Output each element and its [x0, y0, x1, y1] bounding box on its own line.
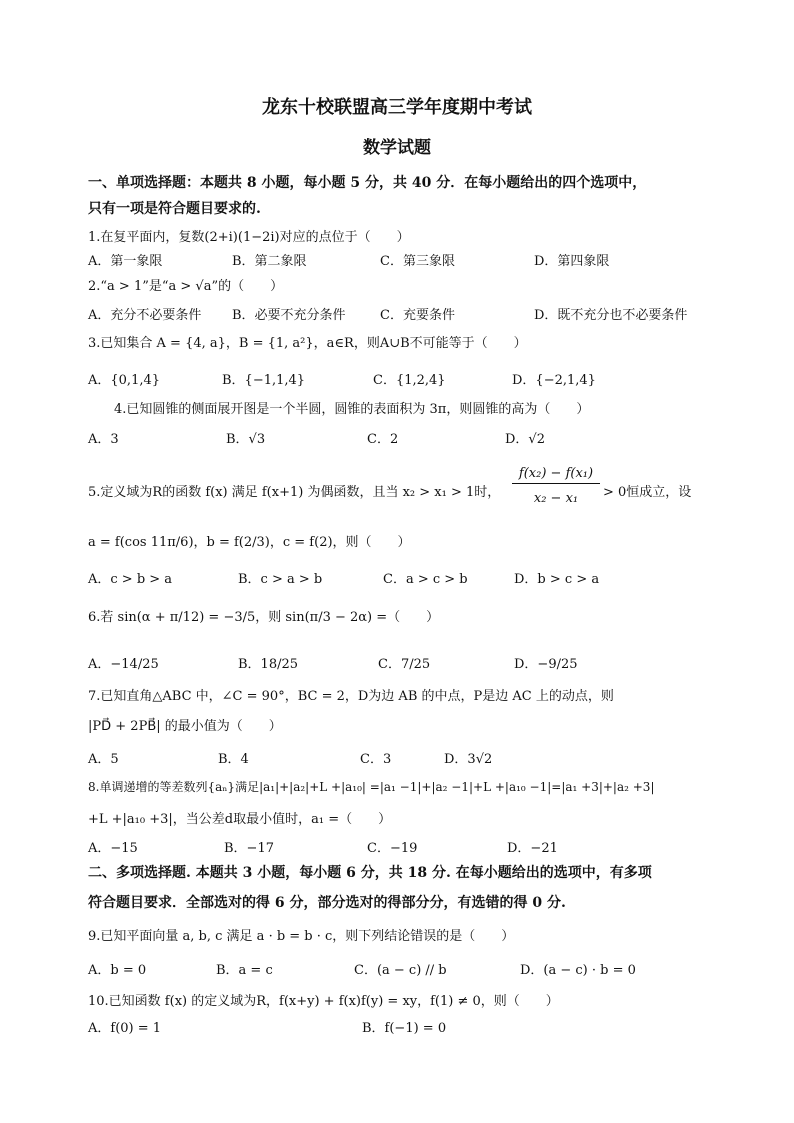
q10-option-a: A．f(0) = 1: [88, 1021, 162, 1036]
q8-option-c: C．−19: [367, 841, 418, 856]
q1-option-d: D．第四象限: [534, 254, 610, 269]
q6-option-d: D．−9/25: [514, 657, 578, 672]
q1-option-c: C．第三象限: [380, 254, 455, 269]
q3-option-b: B．{−1,1,4}: [222, 373, 306, 388]
q2-option-b: B．必要不充分条件: [232, 308, 346, 323]
q10-stem: 10.已知函数 f(x) 的定义域为R，f(x+y) + f(x)f(y) = xy，f(1) ≠ 0，则（ ）: [88, 994, 559, 1009]
q7-stem-line1: 7.已知直角△ABC 中，∠C = 90°，BC = 2，D为边 AB 的中点，P是边 AC 上的动点，则: [88, 689, 614, 704]
exam-title: 龙东十校联盟高三学年度期中考试: [262, 97, 532, 118]
q2-option-a: A．充分不必要条件: [88, 308, 202, 323]
q8-stem-line2: +L +|a₁₀ +3|，当公差d取最小值时，a₁ =（ ）: [88, 812, 392, 827]
q3-stem: 3.已知集合 A = {4, a}，B = {1, a²}，a∈R，则A∪B不可能等于（ ）: [88, 336, 527, 351]
q7-option-c: C．3: [360, 752, 392, 767]
q6-stem: 6.若 sin(α + π/12) = −3/5，则 sin(π/3 − 2α) =（ ）: [88, 610, 440, 625]
q5-stem-line2: a = f(cos 11π/6)，b = f(2/3)，c = f(2)，则（ ）: [88, 535, 411, 550]
q6-option-a: A．−14/25: [88, 657, 159, 672]
q2-option-c: C．充要条件: [380, 308, 455, 323]
q10-option-b: B．f(−1) = 0: [362, 1021, 447, 1036]
q7-option-a: A．5: [88, 752, 119, 767]
exam-subtitle: 数学试题: [363, 138, 431, 158]
section1-header-line1: 一、单项选择题：本题共 8 小题，每小题 5 分，共 40 分．在每小题给出的四个选项中，: [88, 175, 647, 191]
q5-option-b: B．c > a > b: [238, 572, 323, 587]
q9-option-d: D．(a − c) · b = 0: [520, 963, 636, 978]
q9-option-a: A．b = 0: [88, 963, 147, 978]
q2-stem: 2.“a > 1”是“a > √a”的（ ）: [88, 279, 284, 294]
q5-option-d: D．b > c > a: [514, 572, 600, 587]
q7-option-d: D．3√2: [444, 752, 493, 767]
q5-option-c: C．a > c > b: [383, 572, 468, 587]
q1-option-a: A．第一象限: [88, 254, 163, 269]
q4-option-c: C．2: [367, 432, 399, 447]
q8-option-a: A．−15: [88, 841, 138, 856]
q8-option-d: D．−21: [507, 841, 558, 856]
q6-option-b: B．18/25: [238, 657, 299, 672]
q3-option-d: D．{−2,1,4}: [512, 373, 596, 388]
q4-stem: 4.已知圆锥的侧面展开图是一个半圆，圆锥的表面积为 3π，则圆锥的高为（ ）: [114, 402, 590, 417]
q5-stem-line1: 5.定义域为R的函数 f(x) 满足 f(x+1) 为偶函数，且当 x₂ > x₁ > 1时，: [88, 485, 501, 500]
q4-option-a: A．3: [88, 432, 119, 447]
q8-stem-line1: 8.单调递增的等差数列{aₙ}满足|a₁|+|a₂|+L +|a₁₀| =|a₁ −1|+|a₂ −1|+L +|a₁₀ −1|=|a₁ +3|+|a₂ +3|: [88, 780, 655, 794]
q5-stem-tail: > 0恒成立，设: [603, 485, 692, 500]
q5-fraction-denominator: x₂ − x₁: [533, 491, 579, 506]
q3-option-c: C．{1,2,4}: [373, 373, 446, 388]
q1-stem: 1.在复平面内，复数(2+i)(1−2i)对应的点位于（ ）: [88, 230, 410, 245]
q1-option-b: B．第二象限: [232, 254, 307, 269]
section2-header-line2: 符合题目要求．全部选对的得 6 分，部分选对的得部分分，有选错的得 0 分.: [88, 895, 566, 911]
q9-stem: 9.已知平面向量 a, b, c 满足 a · b = b · c，则下列结论错误的是（ ）: [88, 929, 515, 944]
q7-stem-line2: |PD⃗ + 2PB⃗| 的最小值为（ ）: [88, 719, 282, 734]
section1-header-line2: 只有一项是符合题目要求的.: [88, 201, 261, 217]
q8-option-b: B．−17: [224, 841, 274, 856]
section2-header-line1: 二、多项选择题. 本题共 3 小题，每小题 6 分，共 18 分. 在每小题给出的选项中，有多项: [88, 865, 652, 881]
q5-fraction-numerator: f(x₂) − f(x₁): [512, 466, 600, 484]
q4-option-b: B．√3: [226, 432, 266, 447]
q2-option-d: D．既不充分也不必要条件: [534, 308, 688, 323]
q5-option-a: A．c > b > a: [88, 572, 173, 587]
q7-option-b: B．4: [218, 752, 249, 767]
q4-option-d: D．√2: [505, 432, 545, 447]
q9-option-c: C．(a − c) // b: [354, 963, 447, 978]
q9-option-b: B．a = c: [216, 963, 273, 978]
q3-option-a: A．{0,1,4}: [88, 373, 161, 388]
q6-option-c: C．7/25: [378, 657, 431, 672]
